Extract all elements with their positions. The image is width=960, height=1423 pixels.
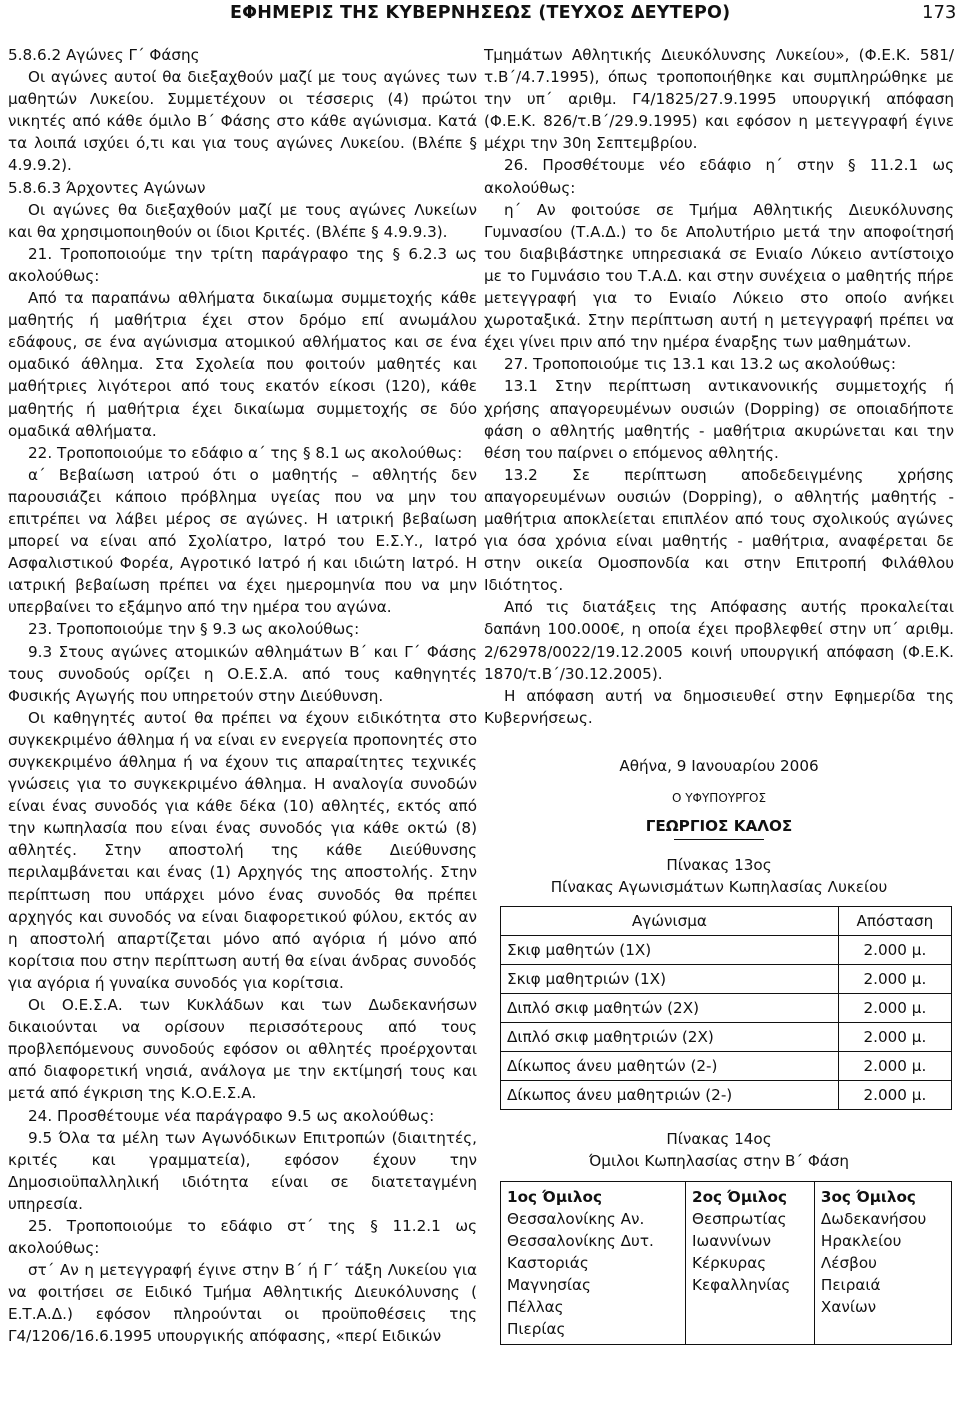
amendment-heading: 26. Προσθέτουμε νέο εδάφιο η΄ στην § 11.2.1 ως ακολούθως: (484, 156, 954, 197)
paragraph: Από τα παραπάνω αθλήματα δικαίωμα συμμετοχής κάθε μαθητής ή μαθήτρια έχει στον δρόμο επί ανωμάλου εδάφους, σε ένα αγώνισμα ατομικού αθλήματος και σε ένα ομαδικό άθλημα. Στα Σχολεία που φοιτούν μαθητές και μαθήτριες λιγότεροι από τους εκατόν είκοσι (120), κάθε μαθητής ή μαθήτρια έχει δικαίωμα συμμετοχής σε δύο ομαδικά αθλήματα. (8, 289, 477, 440)
table-row (501, 994, 952, 1023)
table-header-row (501, 907, 952, 936)
distance-cell: 2.000 μ. (838, 1023, 951, 1052)
paragraph: Οι καθηγητές αυτοί θα πρέπει να έχουν ειδικότητα στο συγκεκριμένο άθλημα ή να είναι εν ενεργεία προπονητές στο συγκεκριμένο άθλημα ή να έχουν τις απαραίτητες τεχνικές γνώσεις για το συγκεκριμένο άθλημα. Η αναλογία συνοδών είναι ένας συνοδός για κάθε δέκα (10) αθλητές, εκτός από την κωπηλασία που είναι ένας συνοδός για κάθε οκτώ (8) αθλητές. Στην αποστολή της κάθε Διεύθυνσης περιλαμβάνεται και ένας (1) Αρχηγός της αποστολής. Στην περίπτωση που υπάρχει μόνο ένας συνοδός θα πρέπει αρχηγός και συνοδός να είναι διαφορετικού φύλου, εκτός αν η αποστολή απαρτίζεται μόνο από αγόρια ή μόνο από κορίτσια που στην περίπτωση αυτή θα είναι άνδρας συνοδός για αγόρια ή γυναίκα συνοδός για κορίτσια. (8, 708, 477, 992)
table14-caption-number: Πίνακας 14ος (666, 1130, 772, 1149)
paragraph: στ΄ Αν η μετεγγραφή έγινε στην Β΄ ή Γ΄ τάξη Λυκείου για να φοιτήσει σε Ειδικό Τμήμα Αθλητικής Διευκόλυνσης ( Ε.Τ.Α.Δ.) εφόσον πληρούνται οι προϋποθέσεις της Γ4/1206/16.6.1995 υπουργικής απόφασης, «περί Ειδικών (8, 1261, 477, 1346)
paragraph: 9.3 Στους αγώνες ατομικών αθλημάτων Β΄ και Γ΄ Φάσης τους συνοδούς ορίζει η Ο.Ε.Σ.Α. από τους καθηγητές Φυσικής Αγωγής που υπηρετούν στην Διεύθυνση. (8, 642, 477, 705)
group-cell-1 (501, 1181, 686, 1345)
list-item: Πειραιά (820, 1275, 881, 1294)
table-row (501, 965, 952, 994)
amendment-heading: 27. Τροποποιούμε τις 13.1 και 13.2 ως ακολούθως: (504, 355, 897, 374)
group-cell-2 (686, 1181, 815, 1345)
left-column (8, 44, 477, 1348)
column-header-distance: Απόσταση (838, 907, 951, 936)
table-row (501, 1052, 952, 1081)
list-item: Πέλλας (507, 1298, 564, 1317)
list-item: Δωδεκανήσου (820, 1209, 927, 1228)
distance-cell: 2.000 μ. (838, 936, 951, 965)
page-number: 173 (922, 2, 957, 23)
page-header (0, 0, 960, 34)
divider (674, 839, 764, 840)
event-cell: Δίκωπος άνευ μαθητριών (2-) (501, 1081, 839, 1110)
event-cell: Δίκωπος άνευ μαθητών (2-) (501, 1052, 839, 1081)
signatory-role: Ο ΥΦΥΠΟΥΡΓΟΣ (671, 791, 767, 805)
list-item: Πιερίας (507, 1320, 566, 1339)
list-item: Κεφαλληνίας (692, 1275, 791, 1294)
list-item: Θεσσαλονίκης Δυτ. (507, 1231, 654, 1250)
event-cell: Σκιφ μαθητών (1Χ) (501, 936, 839, 965)
table13-caption-title: Πίνακας Αγωνισμάτων Κωπηλασίας Λυκείου (550, 878, 888, 897)
paragraph: Οι αγώνες αυτοί θα διεξαχθούν μαζί με τους αγώνες των μαθητών Λυκείου. Συμμετέχουν οι τέσσερις (4) πρώτοι νικητές από κάθε όμιλο Β΄ Φάσης στο κάθε αγώνισμα. Κατά τα λοιπά ισχύει ό,τι και για τους αγώνες Λυκείου. (Βλέπε § 4.9.9.2). (8, 68, 477, 175)
gazette-title: ΕΦΗΜΕΡΙΣ ΤΗΣ ΚΥΒΕΡΝΗΣΕΩΣ (ΤΕΥΧΟΣ ΔΕΥΤΕΡΟ) (230, 3, 731, 23)
section-heading: 5.8.6.2 Αγώνες Γ΄ Φάσης (8, 46, 200, 64)
distance-cell: 2.000 μ. (838, 1052, 951, 1081)
list-item: Θεσσαλονίκης Αν. (507, 1209, 645, 1228)
paragraph: 9.5 Όλα τα μέλη των Αγωνόδικων Επιτροπών (διαιτητές, κριτές και γραμματεία), εφόσον έχουν την Δημοσιοϋπαλληλική ιδιότητα είναι σε διατεταγμένη υπηρεσία. (8, 1128, 477, 1213)
amendment-heading: 23. Τροποποιούμε την § 9.3 ως ακολούθως: (28, 620, 360, 639)
amendment-heading: 25. Τροποποιούμε το εδάφιο στ΄ της § 11.2.1 ως ακολούθως: (8, 1216, 477, 1258)
right-column (484, 44, 954, 1345)
list-item: Χανίων (820, 1298, 877, 1317)
event-cell: Διπλό σκιφ μαθητών (2Χ) (501, 994, 839, 1023)
group-title: 1ος Όμιλος (507, 1187, 602, 1206)
event-cell: Διπλό σκιφ μαθητριών (2Χ) (501, 1023, 839, 1052)
table-row (501, 1081, 952, 1110)
list-item: Κέρκυρας (692, 1253, 767, 1272)
distance-cell: 2.000 μ. (838, 994, 951, 1023)
table-row (501, 1181, 952, 1345)
signatory-name: ΓΕΩΡΓΙΟΣ ΚΑΛΟΣ (645, 817, 793, 836)
list-item: Θεσπρωτίας (692, 1209, 787, 1228)
paragraph: η΄ Αν φοιτούσε σε Τμήμα Αθλητικής Διευκόλυνσης Γυμνασίου (Τ.Α.Δ.) το δε Απολυτήριο μετά την αποφοίτησή του διαβιβάστηκε υπηρεσιακά σε Ενιαίο Λύκειο αντίστοιχο με το Γυμνάσιο του Τ.Α.Δ. και στην συνέχεια ο μαθητής πήρε μετεγγραφή για το Ενιαίο Λύκειο στο οποίο ανήκει χωροταξικά. Στην περίπτωση αυτή η μετεγγραφή πρέπει να έχει γίνει πριν από την ημέρα έναρξης των μαθημάτων. (484, 200, 954, 352)
table13-caption-number: Πίνακας 13ος (666, 856, 772, 875)
paragraph: Οι Ο.Ε.Σ.Α. των Κυκλάδων και των Δωδεκανήσων δικαιούνται να ορίσουν περισσότερους από τους προβλεπόμενους συνοδούς εφόσον οι αθλητές προέρχονται από διαφορετική νησιά, ανάλογα με την εκτίμησή τους και μετά από έγκριση της Κ.Ο.Ε.Σ.Α. (8, 996, 477, 1103)
event-cell: Σκιφ μαθητριών (1Χ) (501, 965, 839, 994)
place-date: Αθήνα, 9 Ιανουαρίου 2006 (619, 756, 819, 775)
table14-caption-title: Όμιλοι Κωπηλασίας στην Β΄ Φάση (588, 1152, 850, 1171)
paragraph: Από τις διατάξεις της Απόφασης αυτής προκαλείται δαπάνη 100.000€, η οποία έχει προβλεφθεί στην υπ΄ αριθμ. 2/62978/0022/19.12.2005 κοινή υπουργική απόφαση (Φ.Ε.Κ. 1870/τ.Β΄/30.12.2005). (484, 598, 954, 683)
table-row (501, 936, 952, 965)
table-row (501, 1023, 952, 1052)
rowing-groups-table (500, 1181, 952, 1346)
paragraph: 13.1 Στην περίπτωση αντικανονικής συμμετοχής ή χρήσης απαγορευμένων ουσιών (Dopping) σε οποιαδήποτε φάση ο αθλητής μαθητής - μαθήτρια ακυρώνεται και την θέση του παίρνει ο επόμενος αθλητής. (484, 377, 954, 462)
distance-cell: 2.000 μ. (838, 1081, 951, 1110)
paragraph: Τμημάτων Αθλητικής Διευκόλυνσης Λυκείου», (Φ.Ε.Κ. 581/τ.Β΄/4.7.1995), όπως τροποποιήθηκε και συμπληρώθηκε με την υπ΄ αριθμ. Γ4/1825/27.9.1995 υπουργική απόφαση (Φ.Ε.Κ. 826/τ.Β΄/29.9.1995) και εφόσον η μετεγγραφή έγινε μέχρι την 30η Σεπτεμβρίου. (484, 46, 954, 153)
list-item: Λέσβου (820, 1253, 877, 1272)
rowing-events-table (500, 906, 952, 1110)
list-item: Μαγνησίας (507, 1275, 591, 1294)
group-title: 3ος Όμιλος (820, 1187, 916, 1206)
list-item: Καστοριάς (507, 1253, 589, 1272)
section-heading: 5.8.6.3 Άρχοντες Αγώνων (8, 178, 206, 197)
amendment-heading: 22. Τροποποιούμε το εδάφιο α΄ της § 8.1 ως ακολούθως: (28, 443, 463, 462)
distance-cell: 2.000 μ. (838, 965, 951, 994)
paragraph: Οι αγώνες θα διεξαχθούν μαζί με τους αγώνες Λυκείων και θα χρησιμοποιηθούν οι ίδιοι Κριτές. (Βλέπε § 4.9.9.3). (8, 200, 477, 241)
amendment-heading: 24. Προσθέτουμε νέα παράγραφο 9.5 ως ακολούθως: (28, 1106, 435, 1125)
paragraph: Η απόφαση αυτή να δημοσιευθεί στην Εφημερίδα της Κυβερνήσεως. (484, 686, 954, 727)
paragraph: α΄ Βεβαίωση ιατρού ότι ο μαθητής – αθλητής δεν παρουσιάζει κάποιο πρόβλημα υγείας που να μην του επιτρέπει να λάβει μέρος σε αγώνες. Η ιατρική βεβαίωση μπορεί να είναι από Σχολίατρο, Ιατρό του Ε.Σ.Υ., Ιατρό Ασφαλιστικού Φορέα, Αγροτικό Ιατρό ή και ιδιώτη Ιατρό. Η ιατρική βεβαίωση πρέπει να έχει ημερομηνία που να μην υπερβαίνει το εξάμηνο από την ημέρα του αγώνα. (8, 465, 477, 617)
amendment-heading: 21. Τροποποιούμε την τρίτη παράγραφο της § 6.2.3 ως ακολούθως: (8, 244, 477, 285)
group-cell-3 (814, 1181, 951, 1345)
column-header-event: Αγώνισμα (501, 907, 839, 936)
paragraph: 13.2 Σε περίπτωση αποδεδειγμένης χρήσης απαγορευμένων ουσιών (Dopping), ο αθλητής μαθητής - μαθήτρια αποκλείεται επιπλέον από τους σχολικούς αγώνες για όσα χρόνια είναι μαθητής - μαθήτρια, αναφέρεται δε στην οικεία Ομοσπονδία και στην Επιτροπή Φιλάθλου Ιδιότητος. (484, 465, 954, 595)
group-title: 2ος Όμιλος (692, 1187, 787, 1206)
list-item: Ιωαννίνων (692, 1231, 772, 1250)
list-item: Ηρακλείου (820, 1231, 902, 1250)
